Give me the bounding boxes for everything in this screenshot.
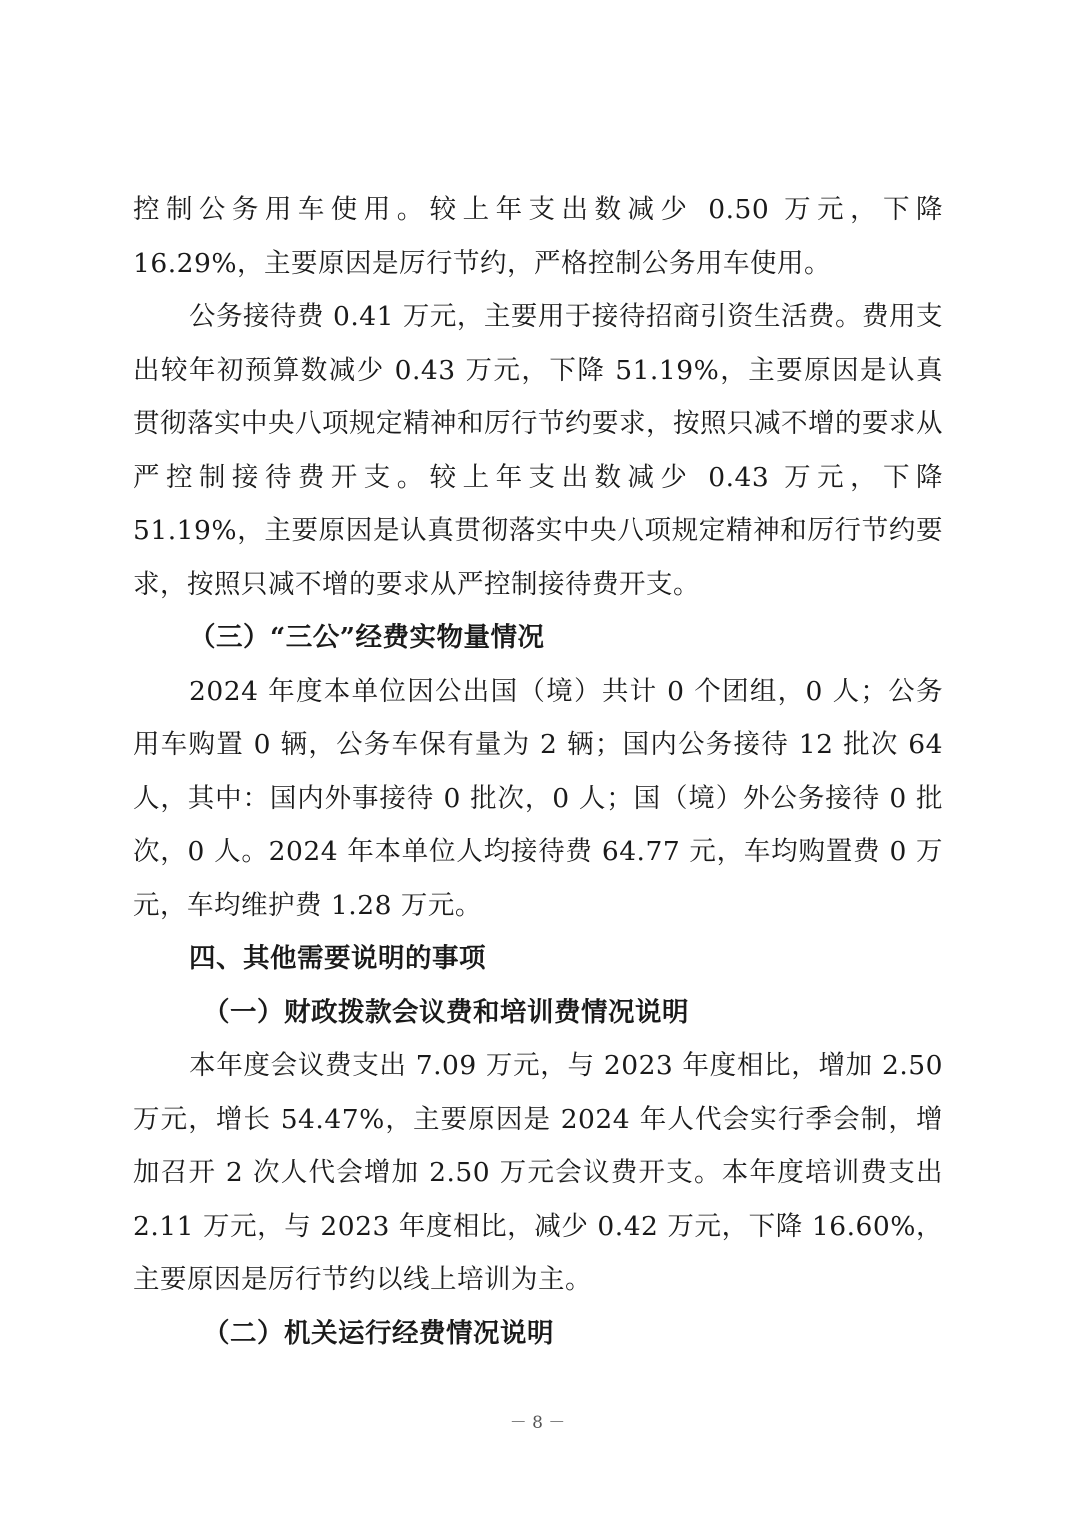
page-body: [133, 183, 943, 1360]
paragraph-meeting-training-fees: 本年度会议费支出 7.09 万元，与 2023 年度相比，增加 2.50 万元，增长 54.47%，主要原因是 2024 年人代会实行季会制，增加召开 2 次人代会增加 2.50 万元会议费开支。本年度培训费支出 2.11 万元，与 2023 年度相比，减少 0.42 万元，下降 16.60%，主要原因是厉行节约以线上培训为主。: [133, 1050, 943, 1295]
heading-operating-expenses: （二）机关运行经费情况说明: [203, 1317, 554, 1349]
paragraph-physical-quantity: 2024 年度本单位因公出国（境）共计 0 个团组，0 人；公务用车购置 0 辆，公务车保有量为 2 辆；国内公务接待 12 批次 64 人，其中：国内外事接待 0 批次，0 人；国（境）外公务接待 0 批次，0 人。2024 年本单位人均接待费 64.77 元，车均购置费 0 万元，车均维护费 1.28 万元。: [133, 675, 943, 921]
paragraph-reception-expense: 公务接待费 0.41 万元，主要用于接待招商引资生活费。费用支出较年初预算数减少 0.43 万元，下降 51.19%，主要原因是认真贯彻落实中央八项规定精神和厉行节约要求，按照只减不增的要求从严控制接待费开支。较上年支出数减少 0.43 万元，下降 51.19%，主要原因是认真贯彻落实中央八项规定精神和厉行节约要求，按照只减不增的要求从严控制接待费开支。: [133, 301, 943, 600]
heading-three-public-physical-quantity: （三）“三公”经费实物量情况: [189, 622, 545, 653]
page-number: － 8 －: [509, 1413, 566, 1433]
paragraph-vehicle-expense-continued: 控制公务用车使用。较上年支出数减少 0.50 万元，下降 16.29%，主要原因是厉行节约，严格控制公务用车使用。: [133, 194, 943, 279]
heading-meeting-training-fees: （一）财政拨款会议费和培训费情况说明: [203, 996, 689, 1028]
heading-other-matters: 四、其他需要说明的事项: [189, 943, 486, 974]
